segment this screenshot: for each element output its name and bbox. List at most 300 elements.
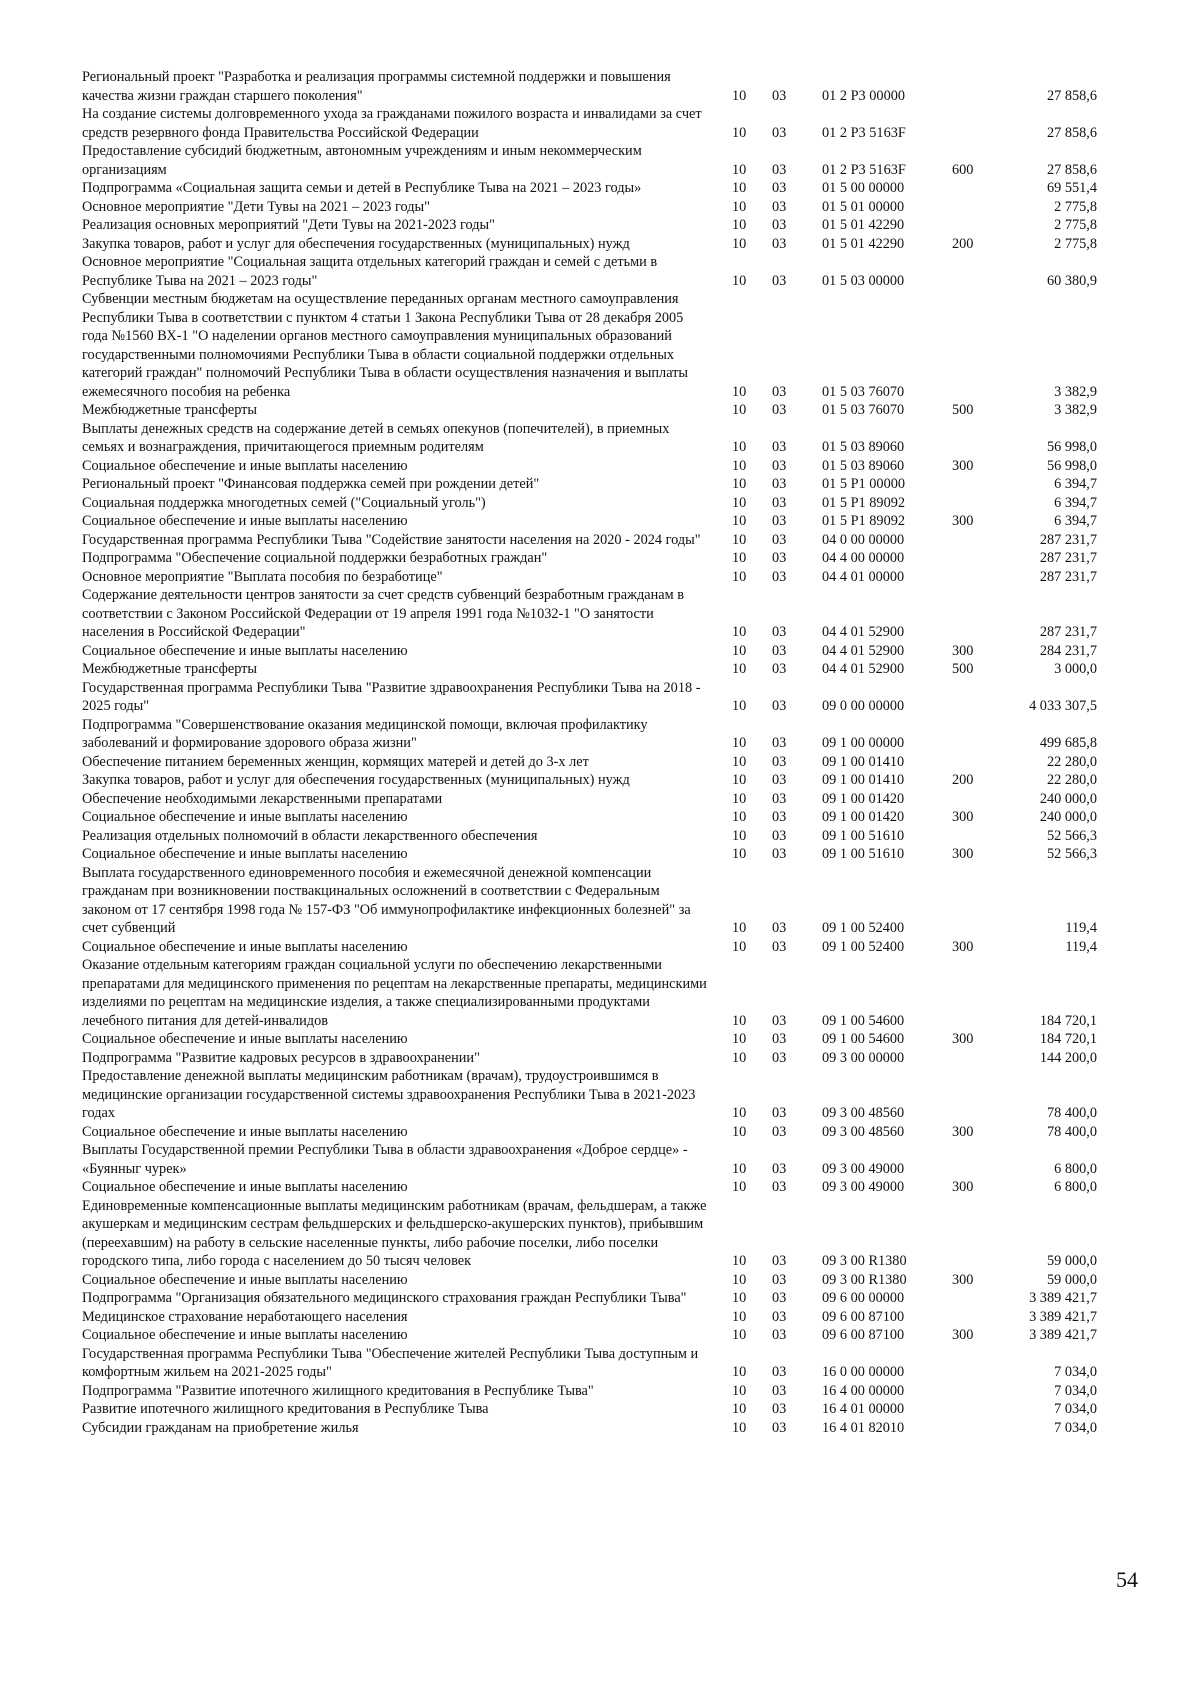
expense-type-code: 300: [952, 938, 974, 955]
section-code: 10: [732, 1290, 747, 1306]
row-name: Социальное обеспечение и иные выплаты населению: [82, 846, 408, 862]
amount: 27 858,6: [1046, 124, 1097, 141]
table-row: [82, 716, 1142, 753]
table-row: [82, 198, 1142, 217]
amount: 78 400,0: [1046, 1105, 1097, 1121]
section-code: 10: [732, 124, 747, 141]
target-article-code: 01 2 Р3 00000: [822, 87, 906, 104]
table-row: [82, 1123, 1142, 1142]
row-name: Предоставление субсидий бюджетным, автономным учреждениям и иным некоммерческим организациям: [82, 143, 642, 178]
amount: 184 720,1: [1039, 1031, 1097, 1047]
expense-type-code: 300: [952, 1031, 974, 1047]
table-row: [82, 1419, 1142, 1438]
subsection-code: 03: [772, 550, 787, 566]
amount: 6 800,0: [1054, 1179, 1097, 1195]
row-name: Реализация основных мероприятий "Дети Тувы на 2021-2023 годы": [82, 217, 495, 233]
section-code: 10: [732, 938, 747, 955]
row-name: Социальное обеспечение и иные выплаты населению: [82, 1327, 408, 1343]
target-article-code: 01 5 03 76070: [822, 402, 905, 418]
target-article-code: 09 1 00 51610: [822, 827, 905, 844]
target-article-code: 16 4 00 00000: [822, 1382, 905, 1399]
amount: 7 034,0: [1054, 1364, 1097, 1380]
amount: 7 034,0: [1054, 1401, 1097, 1417]
target-article-code: 01 5 00 00000: [822, 180, 905, 196]
section-code: 10: [732, 1419, 747, 1436]
section-code: 10: [732, 568, 747, 585]
amount: 3 389 421,7: [1029, 1327, 1097, 1343]
table-row: [82, 290, 1142, 401]
subsection-code: 03: [772, 1049, 787, 1066]
section-code: 10: [732, 698, 747, 714]
table-row: [82, 420, 1142, 457]
amount: 56 998,0: [1046, 457, 1097, 474]
subsection-code: 03: [772, 402, 787, 418]
row-name: Социальное обеспечение и иные выплаты населению: [82, 809, 408, 825]
subsection-code: 03: [772, 1382, 787, 1399]
table-row: [82, 845, 1142, 864]
target-article-code: 01 5 Р1 00000: [822, 476, 906, 492]
section-code: 10: [732, 772, 747, 788]
row-name: Региональный проект "Финансовая поддержка семей при рождении детей": [82, 476, 540, 492]
expense-type-code: 300: [952, 642, 974, 659]
section-code: 10: [732, 1271, 747, 1288]
target-article-code: 01 2 Р3 5163F: [822, 161, 906, 178]
table-row: [82, 531, 1142, 550]
section-code: 10: [732, 1364, 747, 1380]
expense-type-code: 500: [952, 661, 974, 677]
amount: 6 394,7: [1054, 513, 1097, 529]
target-article-code: 01 5 01 42290: [822, 235, 905, 252]
amount: 27 858,6: [1046, 161, 1097, 178]
section-code: 10: [732, 1179, 747, 1195]
row-name: Региональный проект "Разработка и реализация программы системной поддержки и повышения качества жизни граждан старшего поколения": [82, 69, 671, 104]
section-code: 10: [732, 457, 747, 474]
target-article-code: 09 1 00 01420: [822, 790, 905, 807]
amount: 22 280,0: [1046, 772, 1097, 788]
table-row: [82, 568, 1142, 587]
section-code: 10: [732, 439, 747, 455]
subsection-code: 03: [772, 1253, 787, 1269]
amount: 4 033 307,5: [1029, 698, 1097, 714]
table-row: [82, 512, 1142, 531]
table-row: [82, 142, 1142, 179]
row-name: Обеспечение необходимыми лекарственными препаратами: [82, 790, 443, 807]
table-row: [82, 235, 1142, 254]
target-article-code: 01 5 Р1 89092: [822, 494, 906, 511]
table-row: [82, 956, 1142, 1030]
target-article-code: 04 4 01 00000: [822, 568, 905, 585]
amount: 284 231,7: [1039, 642, 1097, 659]
amount: 78 400,0: [1046, 1123, 1097, 1140]
target-article-code: 09 1 00 51610: [822, 846, 905, 862]
subsection-code: 03: [772, 790, 787, 807]
section-code: 10: [732, 1160, 747, 1177]
expense-type-code: 500: [952, 402, 974, 418]
table-row: [82, 1326, 1142, 1345]
row-name: Подпрограмма "Развитие ипотечного жилищного кредитования в Республике Тыва": [82, 1382, 594, 1399]
amount: 60 380,9: [1046, 272, 1097, 289]
table-row: [82, 679, 1142, 716]
row-name: Основное мероприятие "Социальная защита отдельных категорий граждан и семей с детьми в Республике Тыва на 2021 – 2023 годы": [82, 254, 658, 289]
target-article-code: 16 4 01 00000: [822, 1401, 905, 1417]
target-article-code: 09 3 00 R1380: [822, 1253, 907, 1269]
row-name: Выплаты денежных средств на содержание детей в семьях опекунов (попечителей), в приемных семьях и вознаграждения, причитающегося приемным родителям: [82, 420, 670, 455]
row-name: Межбюджетные трансферты: [82, 661, 258, 677]
table-row: [82, 494, 1142, 513]
amount: 119,4: [1065, 920, 1097, 936]
subsection-code: 03: [772, 383, 787, 400]
row-name: Субсидии гражданам на приобретение жилья: [82, 1419, 359, 1436]
target-article-code: 01 5 01 42290: [822, 217, 905, 233]
row-name: Выплата государственного единовременного пособия и ежемесячной денежной компенсации гражданам при возникновении поствакцинальных осложнений в соответствии с Федеральным законом от 17 сентября 1998 года № 157-ФЗ "Об иммунопрофилактике инфекционных болезней" за счет субвенций: [82, 864, 691, 936]
row-name: Государственная программа Республики Тыва "Обеспечение жителей Республики Тыва доступным и комфортным жильем на 2021-2025 годы": [82, 1345, 699, 1380]
row-name: Социальное обеспечение и иные выплаты населению: [82, 642, 408, 659]
table-row: [82, 1049, 1142, 1068]
table-row: [82, 1197, 1142, 1271]
subsection-code: 03: [772, 1271, 787, 1288]
amount: 6 800,0: [1054, 1160, 1097, 1177]
expense-type-code: 200: [952, 235, 974, 252]
subsection-code: 03: [772, 920, 787, 936]
target-article-code: 16 0 00 00000: [822, 1364, 905, 1380]
target-article-code: 04 4 01 52900: [822, 624, 905, 640]
row-name: Оказание отдельным категориям граждан социальной услуги по обеспечению лекарственными препаратами для медицинского применения по рецептам на лекарственные препараты, медицинскими изделиями по рецептам на медицинские изделия, а также специализированными продуктами лечебного питания для детей-инвалидов: [82, 957, 707, 1029]
target-article-code: 09 3 00 48560: [822, 1123, 905, 1140]
amount: 3 382,9: [1054, 402, 1097, 418]
target-article-code: 09 3 00 49000: [822, 1160, 905, 1177]
subsection-code: 03: [772, 1105, 787, 1121]
subsection-code: 03: [772, 846, 787, 862]
subsection-code: 03: [772, 1123, 787, 1140]
section-code: 10: [732, 1012, 747, 1029]
expense-type-code: 200: [952, 772, 974, 788]
section-code: 10: [732, 1253, 747, 1269]
target-article-code: 01 5 03 89060: [822, 457, 905, 474]
row-name: Подпрограмма "Совершенствование оказания медицинской помощи, включая профилактику заболеваний и формирование здорового образа жизни": [82, 716, 648, 751]
expense-type-code: 300: [952, 513, 974, 529]
budget-table: [82, 68, 1142, 1437]
target-article-code: 09 3 00 R1380: [822, 1271, 907, 1288]
target-article-code: 09 3 00 49000: [822, 1179, 905, 1195]
row-name: Обеспечение питанием беременных женщин, кормящих матерей и детей до 3-х лет: [82, 753, 589, 770]
expense-type-code: 300: [952, 1123, 974, 1140]
subsection-code: 03: [772, 938, 787, 955]
section-code: 10: [732, 790, 747, 807]
target-article-code: 09 1 00 01420: [822, 809, 905, 825]
subsection-code: 03: [772, 1012, 787, 1029]
subsection-code: 03: [772, 1160, 787, 1177]
table-row: [82, 1289, 1142, 1308]
expense-type-code: 300: [952, 846, 974, 862]
row-name: Социальное обеспечение и иные выплаты населению: [82, 513, 408, 529]
target-article-code: 01 5 03 00000: [822, 272, 905, 289]
amount: 287 231,7: [1039, 624, 1097, 640]
table-row: [82, 549, 1142, 568]
section-code: 10: [732, 383, 747, 400]
amount: 6 394,7: [1054, 494, 1097, 511]
table-row: [82, 1141, 1142, 1178]
row-name: Основное мероприятие "Дети Тувы на 2021 – 2023 годы": [82, 198, 430, 215]
row-name: Закупка товаров, работ и услуг для обеспечения государственных (муниципальных) нужд: [82, 772, 630, 788]
subsection-code: 03: [772, 772, 787, 788]
section-code: 10: [732, 1382, 747, 1399]
subsection-code: 03: [772, 494, 787, 511]
target-article-code: 09 1 00 54600: [822, 1012, 905, 1029]
section-code: 10: [732, 661, 747, 677]
row-name: Предоставление денежной выплаты медицинским работникам (врачам), трудоустроившимся в медицинские организации государственной системы здравоохранения Республики Тыва в 2021-2023 годах: [82, 1068, 696, 1121]
subsection-code: 03: [772, 568, 787, 585]
subsection-code: 03: [772, 698, 787, 714]
row-name: Социальное обеспечение и иные выплаты населению: [82, 457, 408, 474]
row-name: Межбюджетные трансферты: [82, 402, 258, 418]
row-name: Основное мероприятие "Выплата пособия по безработице": [82, 568, 443, 585]
row-name: Социальное обеспечение и иные выплаты населению: [82, 938, 408, 955]
row-name: Выплаты Государственной премии Республики Тыва в области здравоохранения «Доброе сердце» - «Буянныг чурек»: [82, 1142, 688, 1177]
subsection-code: 03: [772, 642, 787, 659]
target-article-code: 01 5 03 89060: [822, 439, 905, 455]
amount: 27 858,6: [1046, 87, 1097, 104]
section-code: 10: [732, 1031, 747, 1047]
table-row: [82, 827, 1142, 846]
row-name: Подпрограмма "Развитие кадровых ресурсов в здравоохранении": [82, 1049, 480, 1066]
target-article-code: 09 3 00 00000: [822, 1049, 905, 1066]
target-article-code: 09 1 00 01410: [822, 772, 905, 788]
row-name: Субвенции местным бюджетам на осуществление переданных органам местного самоуправления Республики Тыва в соответствии с пунктом 4 статьи 1 Закона Республики Тыва от 28 декабря 2005 года №1560 ВХ-1 "О наделении органов местного самоуправления муниципальных образований государственными полномочиями Республики Тыва в области социальной поддержки отдельных категорий граждан" полномочий Республики Тыва в области осуществления назначения и выплаты ежемесячного пособия на ребенка: [82, 291, 689, 400]
amount: 22 280,0: [1046, 753, 1097, 770]
target-article-code: 09 1 00 52400: [822, 938, 905, 955]
section-code: 10: [732, 846, 747, 862]
section-code: 10: [732, 1049, 747, 1066]
target-article-code: 09 0 00 00000: [822, 698, 905, 714]
subsection-code: 03: [772, 87, 787, 104]
table-row: [82, 1308, 1142, 1327]
table-row: [82, 68, 1142, 105]
section-code: 10: [732, 494, 747, 511]
subsection-code: 03: [772, 272, 787, 289]
section-code: 10: [732, 624, 747, 640]
table-row: [82, 475, 1142, 494]
target-article-code: 09 3 00 48560: [822, 1105, 905, 1121]
amount: 2 775,8: [1054, 217, 1097, 233]
target-article-code: 01 2 Р3 5163F: [822, 124, 906, 141]
amount: 69 551,4: [1046, 180, 1097, 196]
table-row: [82, 1271, 1142, 1290]
target-article-code: 09 1 00 00000: [822, 735, 905, 751]
subsection-code: 03: [772, 476, 787, 492]
section-code: 10: [732, 476, 747, 492]
table-row: [82, 1178, 1142, 1197]
subsection-code: 03: [772, 235, 787, 252]
target-article-code: 04 4 01 52900: [822, 661, 905, 677]
amount: 2 775,8: [1054, 235, 1097, 252]
target-article-code: 09 6 00 00000: [822, 1290, 905, 1306]
amount: 2 775,8: [1054, 198, 1097, 215]
expense-type-code: 300: [952, 1179, 974, 1195]
row-name: На создание системы долговременного ухода за гражданами пожилого возраста и инвалидами за счет средств резервного фонда Правительства Российской Федерации: [82, 106, 702, 141]
subsection-code: 03: [772, 1179, 787, 1195]
table-row: [82, 253, 1142, 290]
section-code: 10: [732, 180, 747, 196]
amount: 499 685,8: [1039, 735, 1097, 751]
table-row: [82, 808, 1142, 827]
amount: 3 382,9: [1054, 383, 1097, 400]
amount: 119,4: [1065, 938, 1097, 955]
table-row: [82, 864, 1142, 938]
table-row: [82, 790, 1142, 809]
amount: 7 034,0: [1054, 1419, 1097, 1436]
amount: 59 000,0: [1046, 1271, 1097, 1288]
row-name: Государственная программа Республики Тыва "Развитие здравоохранения Республики Тыва на 2018 - 2025 годы": [82, 679, 701, 714]
amount: 3 000,0: [1054, 661, 1097, 677]
target-article-code: 16 4 01 82010: [822, 1419, 905, 1436]
row-name: Социальное обеспечение и иные выплаты населению: [82, 1271, 408, 1288]
subsection-code: 03: [772, 1308, 787, 1325]
amount: 144 200,0: [1039, 1049, 1097, 1066]
row-name: Медицинское страхование неработающего населения: [82, 1308, 408, 1325]
subsection-code: 03: [772, 1031, 787, 1047]
table-row: [82, 1345, 1142, 1382]
target-article-code: 04 4 00 00000: [822, 550, 905, 566]
subsection-code: 03: [772, 439, 787, 455]
section-code: 10: [732, 513, 747, 529]
amount: 184 720,1: [1039, 1012, 1097, 1029]
subsection-code: 03: [772, 124, 787, 141]
table-row: [82, 401, 1142, 420]
expense-type-code: 300: [952, 1271, 974, 1288]
section-code: 10: [732, 1327, 747, 1343]
table-row: [82, 642, 1142, 661]
row-name: Реализация отдельных полномочий в области лекарственного обеспечения: [82, 827, 538, 844]
target-article-code: 04 4 01 52900: [822, 642, 905, 659]
section-code: 10: [732, 809, 747, 825]
amount: 287 231,7: [1039, 568, 1097, 585]
table-row: [82, 753, 1142, 772]
section-code: 10: [732, 827, 747, 844]
subsection-code: 03: [772, 513, 787, 529]
subsection-code: 03: [772, 624, 787, 640]
section-code: 10: [732, 735, 747, 751]
section-code: 10: [732, 87, 747, 104]
subsection-code: 03: [772, 217, 787, 233]
table-row: [82, 660, 1142, 679]
target-article-code: 09 6 00 87100: [822, 1327, 905, 1343]
section-code: 10: [732, 1308, 747, 1325]
row-name: Социальное обеспечение и иные выплаты населению: [82, 1031, 408, 1047]
target-article-code: 09 6 00 87100: [822, 1308, 905, 1325]
section-code: 10: [732, 1123, 747, 1140]
row-name: Социальная поддержка многодетных семей ("Социальный уголь"): [82, 494, 486, 511]
target-article-code: 09 1 00 01410: [822, 753, 905, 770]
section-code: 10: [732, 531, 747, 548]
section-code: 10: [732, 217, 747, 233]
section-code: 10: [732, 753, 747, 770]
subsection-code: 03: [772, 457, 787, 474]
row-name: Содержание деятельности центров занятости за счет средств субвенций безработным гражданам в соответствии с Законом Российской Федерации от 19 апреля 1991 года №1032-1 "О занятости населения в Российской Федерации": [82, 587, 684, 640]
table-row: [82, 216, 1142, 235]
row-name: Социальное обеспечение и иные выплаты населению: [82, 1123, 408, 1140]
amount: 3 389 421,7: [1029, 1308, 1097, 1325]
expense-type-code: 300: [952, 457, 974, 474]
target-article-code: 01 5 Р1 89092: [822, 513, 906, 529]
table-row: [82, 1382, 1142, 1401]
subsection-code: 03: [772, 1290, 787, 1306]
target-article-code: 01 5 03 76070: [822, 383, 905, 400]
subsection-code: 03: [772, 198, 787, 215]
table-row: [82, 771, 1142, 790]
row-name: Развитие ипотечного жилищного кредитования в Республике Тыва: [82, 1401, 489, 1417]
row-name: Государственная программа Республики Тыва "Содействие занятости населения на 2020 - 2024 годы": [82, 531, 701, 548]
amount: 240 000,0: [1039, 809, 1097, 825]
row-name: Подпрограмма "Организация обязательного медицинского страхования граждан Республики Тыва": [82, 1290, 687, 1306]
row-name: Закупка товаров, работ и услуг для обеспечения государственных (муниципальных) нужд: [82, 235, 630, 252]
subsection-code: 03: [772, 735, 787, 751]
target-article-code: 09 1 00 52400: [822, 920, 905, 936]
subsection-code: 03: [772, 1419, 787, 1436]
subsection-code: 03: [772, 753, 787, 770]
section-code: 10: [732, 272, 747, 289]
row-name: Социальное обеспечение и иные выплаты населению: [82, 1179, 408, 1195]
amount: 52 566,3: [1046, 846, 1097, 862]
subsection-code: 03: [772, 531, 787, 548]
subsection-code: 03: [772, 1327, 787, 1343]
section-code: 10: [732, 402, 747, 418]
subsection-code: 03: [772, 161, 787, 178]
table-row: [82, 938, 1142, 957]
table-row: [82, 1400, 1142, 1419]
table-row: [82, 1067, 1142, 1123]
amount: 240 000,0: [1039, 790, 1097, 807]
amount: 287 231,7: [1039, 550, 1097, 566]
expense-type-code: 300: [952, 809, 974, 825]
amount: 52 566,3: [1046, 827, 1097, 844]
row-name: Подпрограмма "Обеспечение социальной поддержки безработных граждан": [82, 550, 548, 566]
target-article-code: 01 5 01 00000: [822, 198, 905, 215]
section-code: 10: [732, 1401, 747, 1417]
section-code: 10: [732, 235, 747, 252]
table-row: [82, 1030, 1142, 1049]
table-row: [82, 179, 1142, 198]
subsection-code: 03: [772, 1364, 787, 1380]
subsection-code: 03: [772, 1401, 787, 1417]
amount: 59 000,0: [1046, 1253, 1097, 1269]
target-article-code: 04 0 00 00000: [822, 531, 905, 548]
row-name: Подпрограмма «Социальная защита семьи и детей в Республике Тыва на 2021 – 2023 годы»: [82, 180, 642, 196]
amount: 6 394,7: [1054, 476, 1097, 492]
amount: 56 998,0: [1046, 439, 1097, 455]
section-code: 10: [732, 642, 747, 659]
row-name: Единовременные компенсационные выплаты медицинским работникам (врачам, фельдшерам, а также акушеркам и медицинским сестрам фельдшерских и фельдшерско-акушерских пунктов), прибывшим (переехавшим) на работу в сельские населенные пункты, либо рабочие поселки, либо поселки городского типа, либо города с населением до 50 тысяч человек: [82, 1197, 707, 1269]
table-row: [82, 105, 1142, 142]
subsection-code: 03: [772, 661, 787, 677]
page-number: 54: [1116, 1567, 1138, 1592]
amount: 7 034,0: [1054, 1382, 1097, 1399]
section-code: 10: [732, 198, 747, 215]
target-article-code: 09 1 00 54600: [822, 1031, 905, 1047]
subsection-code: 03: [772, 180, 787, 196]
section-code: 10: [732, 550, 747, 566]
section-code: 10: [732, 920, 747, 936]
expense-type-code: 300: [952, 1327, 974, 1343]
amount: 3 389 421,7: [1029, 1290, 1097, 1306]
expense-type-code: 600: [952, 161, 974, 178]
section-code: 10: [732, 161, 747, 178]
table-row: [82, 457, 1142, 476]
amount: 287 231,7: [1039, 531, 1097, 548]
section-code: 10: [732, 1105, 747, 1121]
subsection-code: 03: [772, 809, 787, 825]
subsection-code: 03: [772, 827, 787, 844]
table-row: [82, 586, 1142, 642]
